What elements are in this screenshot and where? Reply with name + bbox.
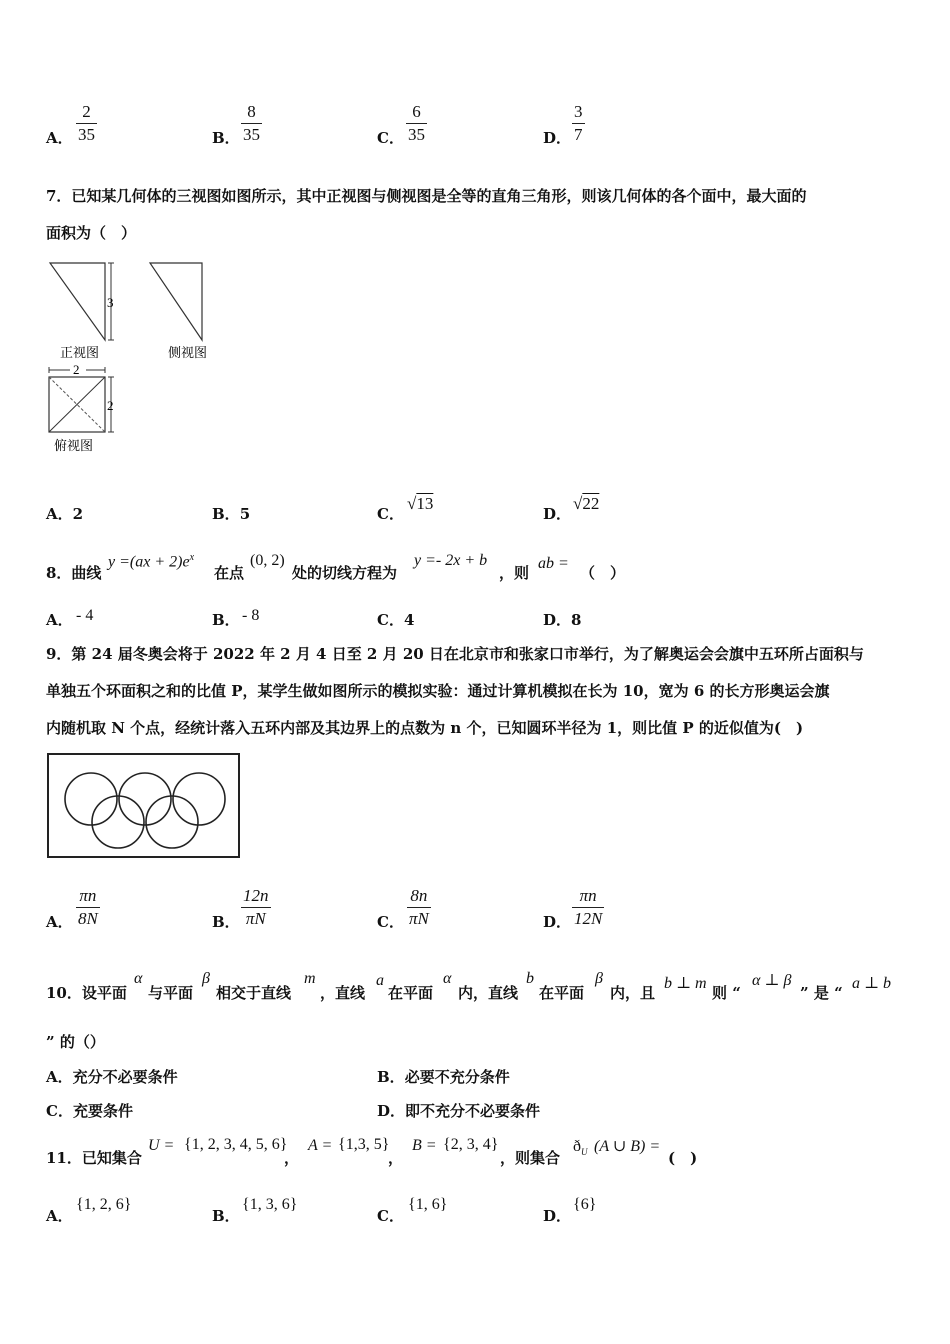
ring-bottom-left: [92, 796, 144, 848]
q11-option-d-set: {6}: [573, 1196, 597, 1213]
q10-option-c: C．充要条件: [46, 1102, 133, 1120]
q8-then-text: ，则: [499, 564, 530, 582]
q9-text-line2: 单独五个环面积之和的比值 P，某学生做如图所示的模拟实验：通过计算机模拟在长为 10，宽为 6 的长方形奥运会旗: [46, 682, 830, 700]
q8-option-b-value: - 8: [242, 607, 260, 624]
front-height-label: 3: [107, 295, 114, 310]
q11-sep2: ，: [388, 1149, 404, 1167]
q11-t1: 11．已知集合: [46, 1149, 142, 1167]
q8-prefix: 8．曲线: [46, 564, 102, 582]
q11-U-set: {1, 2, 3, 4, 5, 6}: [184, 1136, 288, 1153]
q11-A-set: {1,3, 5}: [338, 1136, 390, 1153]
q9-option-c-fraction: 8n πN: [409, 886, 429, 928]
ring-top-middle: [119, 773, 171, 825]
q9-option-a-fraction: πn 8N: [78, 886, 98, 928]
q6-option-a-letter: A．: [46, 129, 73, 147]
q8-option-d: D．8: [543, 611, 582, 629]
q8-tangent-text: 处的切线方程为: [292, 564, 398, 582]
q11-U: U =: [148, 1137, 175, 1154]
q8-option-a-value: - 4: [76, 607, 94, 624]
q7-option-d-letter: D．: [543, 505, 572, 523]
ring-top-right: [173, 773, 225, 825]
q10-beta-2: β: [595, 970, 603, 987]
ring-top-left: [65, 773, 117, 825]
q6-option-c-letter: C．: [377, 129, 404, 147]
q11-option-b-set: {1, 3, 6}: [242, 1196, 298, 1213]
q8-tangent-formula: y =- 2x + b: [414, 552, 488, 569]
q11-option-a-set: {1, 2, 6}: [76, 1196, 132, 1213]
q9-option-c-letter: C．: [377, 913, 404, 931]
q10-t4: ，直线: [320, 984, 366, 1002]
q6-option-a-fraction: 2 35: [78, 102, 95, 144]
q9-text-line3: 内随机取 N 个点，经统计落入五环内部及其边界上的点数为 n 个，已知圆环半径为 1，则比值 P 的近似值为( ): [46, 719, 804, 737]
q6-option-c-fraction: 6 35: [408, 102, 425, 144]
q10-t8: 内，且: [610, 984, 656, 1002]
q11-B: B =: [412, 1137, 437, 1154]
q8-option-b-letter: B．: [212, 611, 240, 629]
q10-alpha-2: α: [443, 970, 452, 987]
front-view-label: 正视图: [60, 346, 100, 361]
q11-option-a-letter: A．: [46, 1207, 73, 1225]
q10-option-a: A．充分不必要条件: [46, 1068, 178, 1086]
ring-bottom-right: [146, 796, 198, 848]
q11-B-set: {2, 3, 4}: [443, 1136, 499, 1153]
q7-option-a: A．2: [46, 505, 84, 523]
top-view-square: [49, 362, 114, 432]
q10-alpha-perp-beta: α ⊥ β: [752, 972, 792, 989]
q10-t7: 在平面: [539, 984, 585, 1002]
q8-at-point-text: 在点: [214, 564, 245, 582]
q6-option-d-fraction: 3 7: [574, 102, 583, 144]
top-width-label: 2: [73, 362, 80, 377]
q11-t3: ( ): [668, 1149, 698, 1167]
q7-option-c-letter: C．: [377, 505, 404, 523]
q11-expression: (A ∪ B) =: [594, 1138, 661, 1155]
q6-option-b-letter: B．: [212, 129, 240, 147]
q10-a-perp-b: a ⊥ b: [852, 975, 892, 992]
q10-b: b: [526, 970, 534, 987]
q11-A: A =: [308, 1137, 333, 1154]
q10-b-perp-m: b ⊥ m: [664, 975, 707, 992]
q10-m: m: [304, 970, 316, 987]
q7-option-d-sqrt: √22: [573, 494, 600, 513]
q7-option-c-sqrt: √13: [407, 494, 434, 513]
q8-option-c: C．4: [377, 611, 415, 629]
brace-close-icon: }: [279, 1136, 288, 1153]
q8-ab: ab =: [538, 555, 569, 572]
q10-option-d: D．即不充分不必要条件: [377, 1102, 541, 1120]
q8-option-a-letter: A．: [46, 611, 73, 629]
q10-a: a: [376, 972, 384, 989]
q10-t5: 在平面: [388, 984, 434, 1002]
q8-bracket: （ ）: [580, 564, 626, 582]
flag-rectangle: [48, 754, 239, 857]
side-view-triangle: [150, 263, 202, 340]
q9-option-a-letter: A．: [46, 913, 73, 931]
q10-t10: ” 是 “: [800, 984, 843, 1002]
q10-line2: ” 的（）: [46, 1033, 105, 1051]
brace-open-icon: {: [184, 1136, 192, 1153]
q6-option-b-fraction: 8 35: [243, 102, 260, 144]
q7-text-line2: 面积为（ ）: [46, 224, 137, 242]
q7-three-view-figure: [40, 255, 240, 460]
q11-sep1: ，: [284, 1149, 300, 1167]
top-depth-label: 2: [107, 398, 114, 413]
q10-t3: 相交于直线: [216, 984, 292, 1002]
front-view-triangle: [50, 263, 114, 340]
q10-beta: β: [202, 970, 210, 987]
q9-option-b-fraction: 12n πN: [243, 886, 269, 928]
q9-option-b-letter: B．: [212, 913, 240, 931]
q9-option-d-fraction: πn 12N: [574, 886, 603, 928]
q7-option-b: B．5: [212, 505, 251, 523]
top-view-label: 俯视图: [54, 439, 94, 454]
q10-t9: 则 “: [712, 984, 741, 1002]
q11-option-c-set: {1, 6}: [408, 1196, 448, 1213]
side-view-label: 侧视图: [168, 346, 208, 361]
q6-option-d-letter: D．: [543, 129, 572, 147]
q8-curve-formula: $y =(ax + 2)e^x$: [108, 552, 195, 571]
q11-complement: $ð_U$: [573, 1138, 588, 1158]
q9-olympic-flag-figure: [46, 752, 242, 860]
sqrt-icon: √: [573, 494, 583, 513]
q11-t2: ，则集合: [500, 1149, 561, 1167]
q7-text-line1: 7．已知某几何体的三视图如图所示，其中正视图与侧视图是全等的直角三角形，则该几何体的各个面中，最大面的: [46, 187, 807, 205]
q10-t1: 10．设平面: [46, 984, 127, 1002]
q10-t6: 内，直线: [458, 984, 519, 1002]
sqrt-icon: √: [407, 494, 417, 513]
q9-text-line1: 9．第 24 届冬奥会将于 2022 年 2 月 4 日至 2 月 20 日在北京市和张家口市举行，为了解奥运会会旗中五环所占面积与: [46, 645, 864, 663]
q10-option-b: B．必要不充分条件: [377, 1068, 510, 1086]
q10-t2: 与平面: [148, 984, 194, 1002]
q11-option-d-letter: D．: [543, 1207, 572, 1225]
q10-alpha: α: [134, 970, 143, 987]
q11-option-b-letter: B．: [212, 1207, 240, 1225]
q9-option-d-letter: D．: [543, 913, 572, 931]
q8-point: (0, 2): [250, 552, 285, 569]
q11-option-c-letter: C．: [377, 1207, 404, 1225]
